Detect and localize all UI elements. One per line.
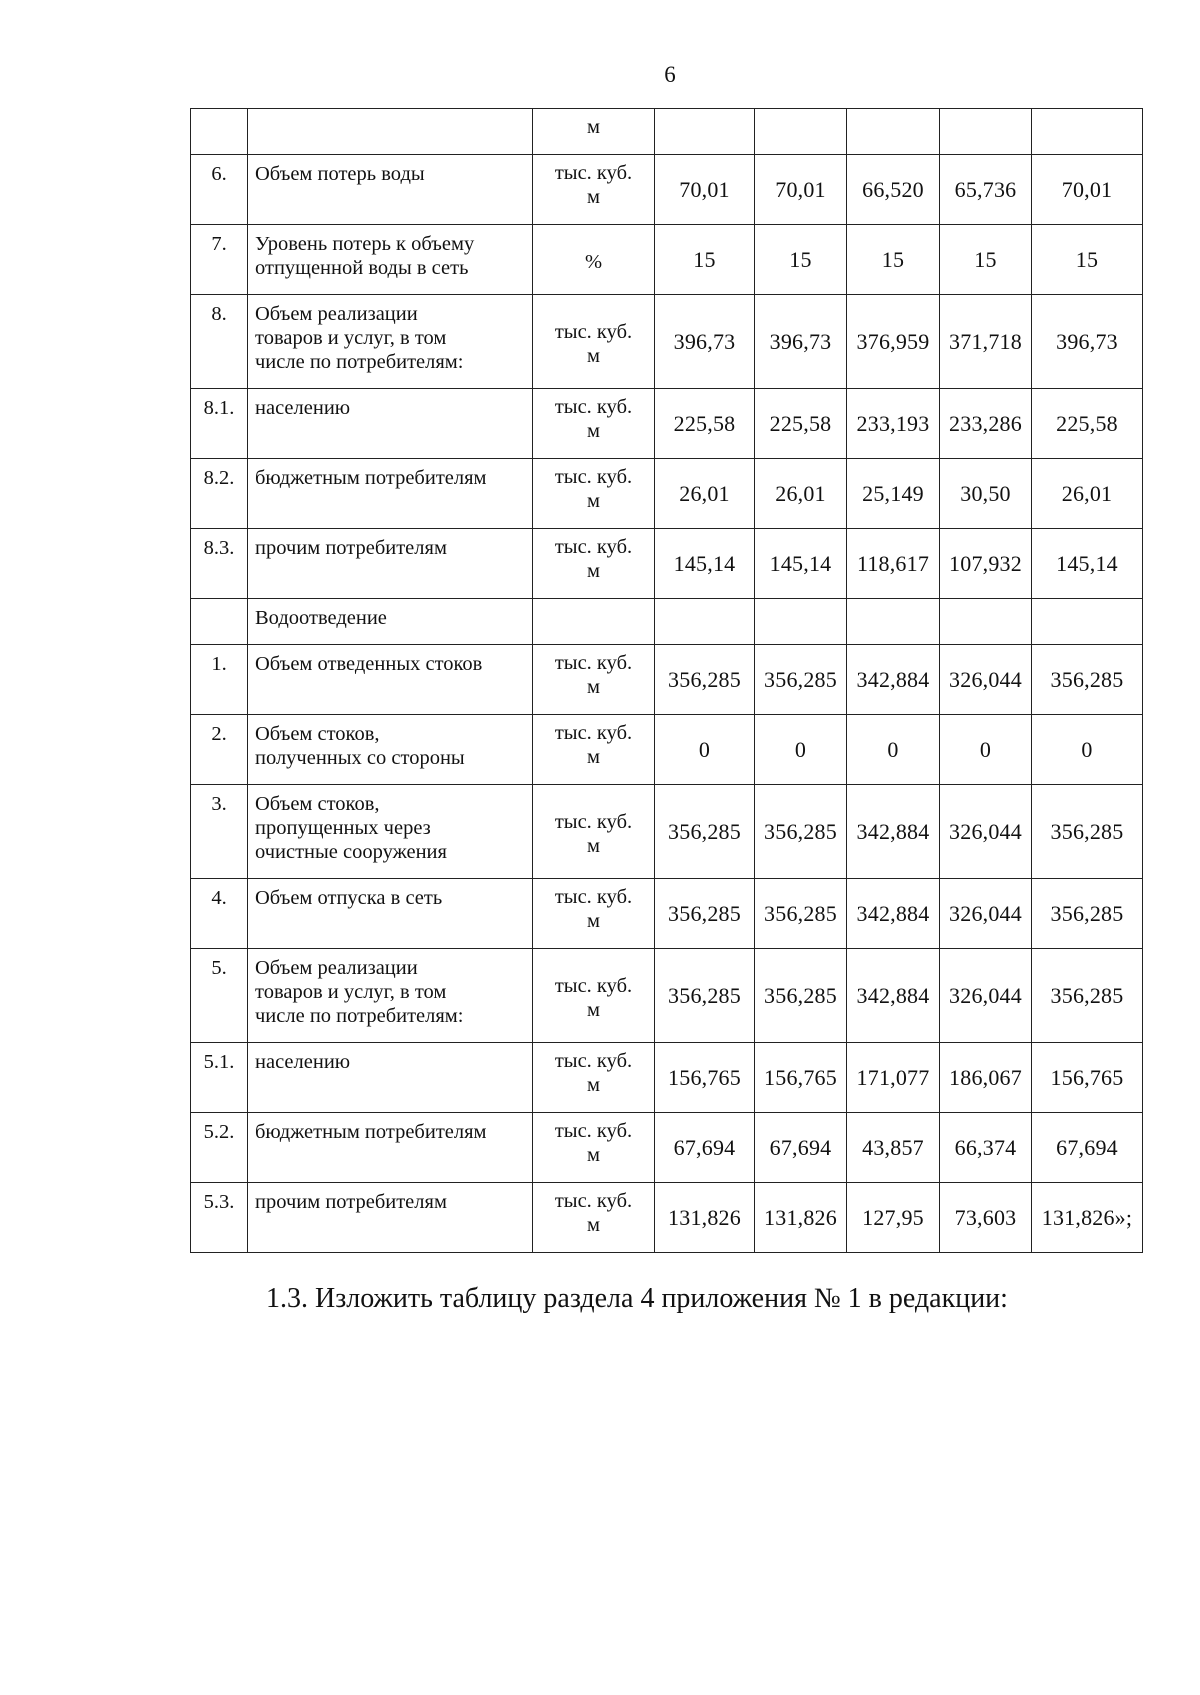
instruction-text: 1.3. Изложить таблицу раздела 4 приложения № 1 в редакции:	[266, 1283, 1008, 1314]
row-indicator	[248, 785, 533, 879]
unit-line: м	[587, 116, 600, 138]
indicator-line: Объем стоков,	[255, 793, 380, 815]
unit-line: м	[587, 345, 600, 367]
unit-line: тыс. куб.	[554, 886, 633, 908]
value-cell: 356,285	[655, 785, 755, 879]
indicator-line: Объем отведенных стоков	[255, 653, 483, 675]
value-cell: 342,884	[847, 645, 940, 715]
value-cell	[1032, 109, 1143, 155]
unit-cell	[533, 1183, 655, 1253]
unit-cell	[533, 295, 655, 389]
value-cell	[940, 599, 1032, 645]
table-row	[191, 295, 1143, 389]
value-cell: 0	[755, 715, 847, 785]
value-cell: 156,765	[755, 1043, 847, 1113]
row-number: 1.	[191, 645, 248, 715]
indicator-line: отпущенной воды в сеть	[255, 256, 469, 279]
table-body	[191, 109, 1143, 1253]
value-cell: 65,736	[940, 155, 1032, 225]
value-cell	[1032, 599, 1143, 645]
value-cell: 171,077	[847, 1043, 940, 1113]
unit-cell	[533, 599, 655, 645]
value-cell: 326,044	[940, 785, 1032, 879]
value-cell: 233,193	[847, 389, 940, 459]
value-cell: 131,826	[655, 1183, 755, 1253]
value-cell: 70,01	[1032, 155, 1143, 225]
indicator-line: Объем отпуска в сеть	[255, 887, 443, 909]
value-cell: 233,286	[940, 389, 1032, 459]
table-row	[191, 949, 1143, 1043]
value-cell: 131,826	[755, 1183, 847, 1253]
indicator-line: полученных со стороны	[255, 746, 465, 769]
row-number: 4.	[191, 879, 248, 949]
unit-line: м	[587, 559, 600, 582]
table-row	[191, 1183, 1143, 1253]
row-indicator	[248, 645, 533, 715]
row-indicator	[248, 715, 533, 785]
unit-cell	[533, 155, 655, 225]
value-cell: 356,285	[755, 949, 847, 1043]
row-indicator	[248, 155, 533, 225]
unit-cell	[533, 949, 655, 1043]
value-cell: 326,044	[940, 949, 1032, 1043]
value-cell	[655, 599, 755, 645]
indicator-line: прочим потребителям	[255, 537, 447, 559]
unit-line: м	[587, 1143, 600, 1166]
indicator-line: Объем реализации	[255, 957, 418, 979]
value-cell: 26,01	[655, 459, 755, 529]
value-cell: 15	[940, 225, 1032, 295]
value-cell: 356,285	[1032, 949, 1143, 1043]
value-cell: 70,01	[755, 155, 847, 225]
value-cell: 356,285	[1032, 879, 1143, 949]
indicator-line: Водоотведение	[255, 607, 387, 629]
unit-line: м	[587, 1213, 600, 1236]
value-cell: 145,14	[655, 529, 755, 599]
table-row	[191, 225, 1143, 295]
row-number	[191, 599, 248, 645]
value-cell: 356,285	[1032, 785, 1143, 879]
row-number: 8.1.	[191, 389, 248, 459]
value-cell: 127,95	[847, 1183, 940, 1253]
value-cell: 15	[755, 225, 847, 295]
unit-cell	[533, 529, 655, 599]
row-indicator	[248, 949, 533, 1043]
value-cell: 326,044	[940, 645, 1032, 715]
indicator-line: бюджетным потребителям	[255, 1121, 487, 1143]
unit-line: тыс. куб.	[554, 652, 633, 674]
indicator-line: прочим потребителям	[255, 1191, 447, 1213]
row-indicator	[248, 389, 533, 459]
value-cell: 356,285	[1032, 645, 1143, 715]
value-cell: 396,73	[755, 295, 847, 389]
value-cell: 43,857	[847, 1113, 940, 1183]
row-indicator	[248, 109, 533, 155]
value-cell: 25,149	[847, 459, 940, 529]
row-indicator	[248, 225, 533, 295]
value-cell: 356,285	[655, 949, 755, 1043]
value-cell: 145,14	[1032, 529, 1143, 599]
value-cell: 0	[940, 715, 1032, 785]
unit-cell	[533, 1113, 655, 1183]
row-number: 5.1.	[191, 1043, 248, 1113]
value-cell: 73,603	[940, 1183, 1032, 1253]
row-indicator	[248, 1113, 533, 1183]
value-cell	[755, 599, 847, 645]
value-cell: 67,694	[755, 1113, 847, 1183]
indicator-line: населению	[255, 397, 351, 419]
unit-line: тыс. куб.	[554, 975, 633, 998]
value-cell: 118,617	[847, 529, 940, 599]
unit-line: тыс. куб.	[554, 162, 633, 184]
value-cell: 356,285	[655, 879, 755, 949]
unit-line: тыс. куб.	[554, 396, 633, 418]
row-indicator	[248, 599, 533, 645]
row-indicator	[248, 529, 533, 599]
table-row	[191, 1113, 1143, 1183]
value-cell: 67,694	[655, 1113, 755, 1183]
unit-line: %	[584, 251, 603, 274]
unit-line: м	[587, 185, 600, 208]
unit-line: м	[587, 999, 600, 1021]
indicator-line: пропущенных через	[255, 816, 431, 839]
row-number: 3.	[191, 785, 248, 879]
indicator-line: очистные сооружения	[255, 840, 447, 863]
unit-line: тыс. куб.	[554, 321, 633, 344]
row-number: 7.	[191, 225, 248, 295]
unit-line: тыс. куб.	[554, 1190, 633, 1212]
value-cell: 225,58	[755, 389, 847, 459]
value-cell	[847, 109, 940, 155]
table-row	[191, 389, 1143, 459]
value-cell: 0	[847, 715, 940, 785]
value-cell: 15	[847, 225, 940, 295]
value-cell: 186,067	[940, 1043, 1032, 1113]
unit-cell	[533, 389, 655, 459]
value-cell: 131,826»;	[1032, 1183, 1143, 1253]
row-number: 8.	[191, 295, 248, 389]
table-row	[191, 529, 1143, 599]
row-number: 5.2.	[191, 1113, 248, 1183]
unit-cell	[533, 459, 655, 529]
unit-line: тыс. куб.	[554, 811, 633, 834]
value-cell: 356,285	[755, 645, 847, 715]
value-cell: 0	[1032, 715, 1143, 785]
row-number	[191, 109, 248, 155]
unit-line: м	[587, 1073, 600, 1096]
unit-cell	[533, 1043, 655, 1113]
unit-cell	[533, 109, 655, 155]
row-indicator	[248, 459, 533, 529]
value-cell	[755, 109, 847, 155]
value-cell: 225,58	[655, 389, 755, 459]
value-cell: 107,932	[940, 529, 1032, 599]
unit-cell	[533, 715, 655, 785]
value-cell: 156,765	[655, 1043, 755, 1113]
row-number: 2.	[191, 715, 248, 785]
value-cell: 396,73	[655, 295, 755, 389]
page-number: 6	[664, 62, 676, 87]
row-number: 8.3.	[191, 529, 248, 599]
indicator-line: товаров и услуг, в том	[255, 980, 447, 1003]
value-cell: 30,50	[940, 459, 1032, 529]
indicator-line: Уровень потерь к объему	[255, 233, 475, 255]
row-number: 5.	[191, 949, 248, 1043]
indicator-line: Объем стоков,	[255, 723, 380, 745]
indicator-line: числе по потребителям:	[255, 1004, 464, 1027]
value-cell: 342,884	[847, 785, 940, 879]
row-number: 8.2.	[191, 459, 248, 529]
unit-line: тыс. куб.	[554, 1050, 633, 1072]
value-cell: 356,285	[755, 785, 847, 879]
unit-cell	[533, 879, 655, 949]
row-number: 5.3.	[191, 1183, 248, 1253]
unit-line: тыс. куб.	[554, 1120, 633, 1142]
table-row	[191, 1043, 1143, 1113]
table-row	[191, 459, 1143, 529]
value-cell: 26,01	[1032, 459, 1143, 529]
value-cell: 67,694	[1032, 1113, 1143, 1183]
value-cell: 66,374	[940, 1113, 1032, 1183]
unit-line: тыс. куб.	[554, 722, 633, 744]
unit-line: м	[587, 489, 600, 512]
row-indicator	[248, 1043, 533, 1113]
indicator-line: Объем потерь воды	[255, 163, 425, 185]
value-cell: 15	[655, 225, 755, 295]
unit-line: м	[587, 745, 600, 768]
unit-line: м	[587, 909, 600, 932]
value-cell: 70,01	[655, 155, 755, 225]
value-cell	[940, 109, 1032, 155]
table-row	[191, 879, 1143, 949]
table-row	[191, 155, 1143, 225]
value-cell: 0	[655, 715, 755, 785]
value-cell: 356,285	[755, 879, 847, 949]
table-row	[191, 645, 1143, 715]
table-row	[191, 715, 1143, 785]
value-cell: 326,044	[940, 879, 1032, 949]
indicator-line: товаров и услуг, в том	[255, 326, 447, 349]
data-table	[190, 108, 1143, 1253]
indicator-line: бюджетным потребителям	[255, 467, 487, 489]
row-indicator	[248, 295, 533, 389]
value-cell: 15	[1032, 225, 1143, 295]
indicator-line: числе по потребителям:	[255, 350, 464, 373]
value-cell	[655, 109, 755, 155]
indicator-line: населению	[255, 1051, 351, 1073]
unit-cell	[533, 645, 655, 715]
table-row	[191, 785, 1143, 879]
value-cell: 342,884	[847, 949, 940, 1043]
row-number: 6.	[191, 155, 248, 225]
value-cell: 225,58	[1032, 389, 1143, 459]
value-cell	[847, 599, 940, 645]
value-cell: 66,520	[847, 155, 940, 225]
value-cell: 376,959	[847, 295, 940, 389]
table-row	[191, 109, 1143, 155]
value-cell: 145,14	[755, 529, 847, 599]
unit-cell	[533, 225, 655, 295]
unit-line: м	[587, 419, 600, 442]
value-cell: 396,73	[1032, 295, 1143, 389]
value-cell: 356,285	[655, 645, 755, 715]
row-indicator	[248, 879, 533, 949]
unit-line: тыс. куб.	[554, 536, 633, 558]
unit-line: м	[587, 835, 600, 857]
indicator-line: Объем реализации	[255, 303, 418, 325]
unit-cell	[533, 785, 655, 879]
unit-line: м	[587, 675, 600, 698]
value-cell: 26,01	[755, 459, 847, 529]
table-row	[191, 599, 1143, 645]
value-cell: 371,718	[940, 295, 1032, 389]
value-cell: 156,765	[1032, 1043, 1143, 1113]
value-cell: 342,884	[847, 879, 940, 949]
row-indicator	[248, 1183, 533, 1253]
unit-line: тыс. куб.	[554, 466, 633, 488]
